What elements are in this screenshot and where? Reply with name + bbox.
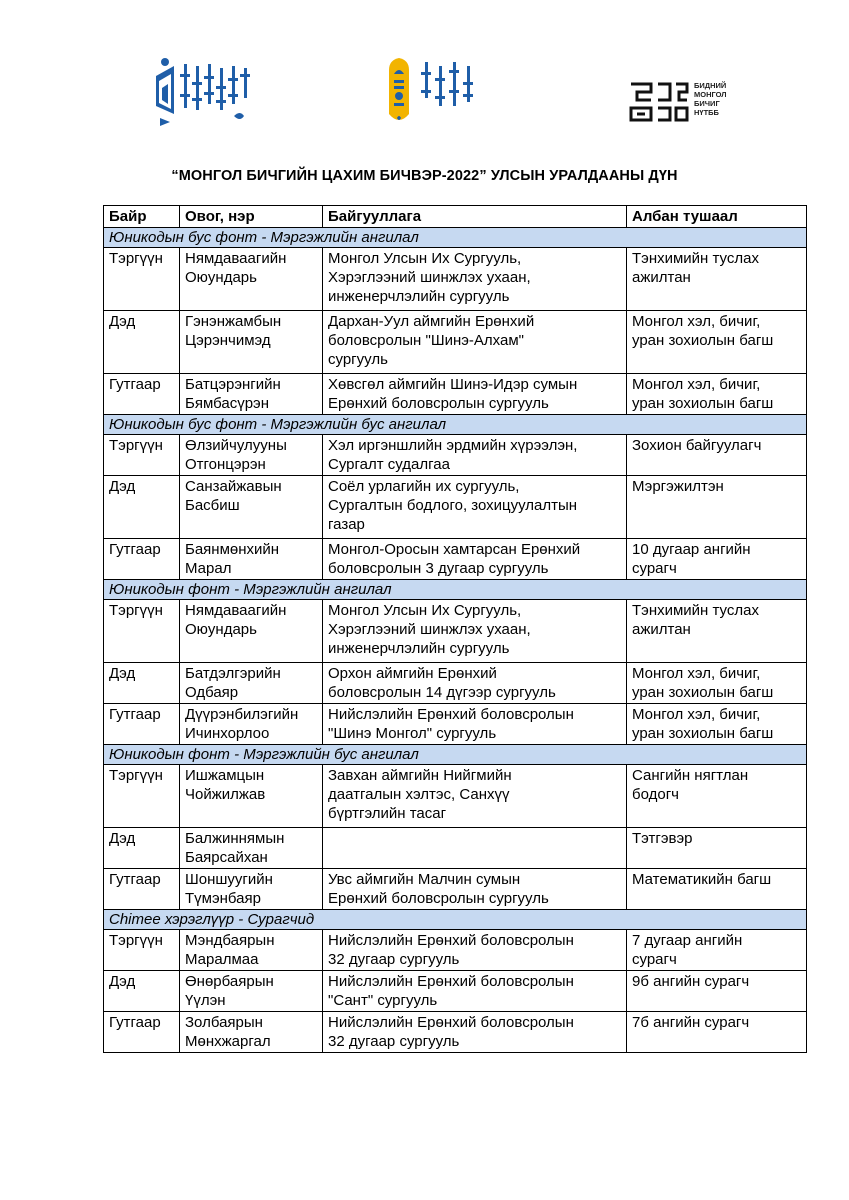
logo-bar: [0, 48, 849, 138]
category-row: [104, 745, 807, 765]
cell-name-line: Өнөрбаярын: [185, 973, 274, 990]
cell-name: [180, 600, 323, 663]
cell-name: [180, 374, 323, 415]
table-row: [104, 539, 807, 580]
cell-position-line: Монгол хэл, бичиг,: [632, 313, 761, 330]
cell-position-line: уран зохиолын багш: [632, 332, 774, 349]
header-name: Овог, нэр: [180, 206, 323, 228]
cell-organization-line: Сургалтын бодлого, зохицуулалтын: [328, 497, 578, 514]
cell-position: [627, 600, 807, 663]
cell-place: Дэд: [104, 828, 180, 869]
cell-position-line: уран зохиолын багш: [632, 684, 774, 701]
page-title: “МОНГОЛ БИЧГИЙН ЦАХИМ БИЧВЭР-2022” УЛСЫН УРАЛДААНЫ ДҮН: [171, 168, 678, 184]
cell-organization: [323, 765, 627, 828]
cell-position-line: 10 дугаар ангийн: [632, 541, 751, 558]
cell-position-line: уран зохиолын багш: [632, 395, 774, 412]
cell-name: [180, 930, 323, 971]
category-label: Юникодын бус фонт - Мэргэжлийн бус ангилал: [104, 415, 807, 435]
cell-name-line: Үүлэн: [185, 992, 226, 1009]
cell-position-line: Сангийн нягтлан: [632, 767, 749, 784]
cell-organization-line: Нийслэлийн Ерөнхий боловсролын: [328, 706, 574, 723]
cell-position: [627, 765, 807, 828]
cell-name-line: Оюундарь: [185, 621, 257, 638]
cell-name-line: Балжиннямын: [185, 830, 285, 847]
cell-position-line: сурагч: [632, 951, 677, 968]
cell-organization-line: даатгалын хэлтэс, Санхүү: [328, 786, 510, 803]
cell-position: [627, 248, 807, 311]
results-table: [103, 205, 807, 1053]
cell-name: [180, 311, 323, 374]
cell-organization-line: боловсролын 3 дугаар сургууль: [328, 560, 549, 577]
cell-position: [627, 930, 807, 971]
cell-name: [180, 765, 323, 828]
cell-place: Гутгаар: [104, 1012, 180, 1053]
cell-place: Тэргүүн: [104, 600, 180, 663]
cell-name-line: Одбаяр: [185, 684, 239, 701]
cell-organization-line: Нийслэлийн Ерөнхий боловсролын: [328, 932, 574, 949]
cell-place: Гутгаар: [104, 704, 180, 745]
cell-name: [180, 663, 323, 704]
cell-position: [627, 374, 807, 415]
category-row: [104, 580, 807, 600]
cell-name: [180, 828, 323, 869]
cell-name: [180, 248, 323, 311]
cell-position: [627, 435, 807, 476]
cell-position-line: 9б ангийн сурагч: [632, 973, 750, 990]
cell-position: [627, 704, 807, 745]
cell-organization: [323, 1012, 627, 1053]
cell-name-line: Золбаярын: [185, 1014, 263, 1031]
cell-place: Тэргүүн: [104, 248, 180, 311]
table-row: [104, 311, 807, 374]
table-row: [104, 869, 807, 910]
cell-position-line: ажилтан: [632, 269, 691, 286]
cell-place: Тэргүүн: [104, 765, 180, 828]
cell-name-line: Чойжилжав: [185, 786, 266, 803]
logo-text: [694, 81, 754, 117]
cell-organization: [323, 930, 627, 971]
cell-name-line: Ичинхорлоо: [185, 725, 270, 742]
category-label: Юникодын бус фонт - Мэргэжлийн ангилал: [104, 228, 807, 248]
cell-place: Дэд: [104, 663, 180, 704]
cell-organization: [323, 374, 627, 415]
logo-text-line: МОНГОЛ: [694, 90, 727, 99]
table-row: [104, 600, 807, 663]
cell-place: Дэд: [104, 476, 180, 539]
cell-name-line: Түмэнбаяр: [185, 890, 261, 907]
cell-position: [627, 971, 807, 1012]
cell-name-line: Маралмаа: [185, 951, 259, 968]
table-row: [104, 435, 807, 476]
cell-position: [627, 869, 807, 910]
cell-organization-line: Сургалт судалгаа: [328, 456, 450, 473]
cell-name-line: Баянмөнхийн: [185, 541, 280, 558]
cell-organization-line: Монгол Улсын Их Сургууль,: [328, 602, 522, 619]
table-row: [104, 248, 807, 311]
results-body: [104, 228, 807, 1053]
cell-organization-line: Ерөнхий боловсролын сургууль: [328, 890, 549, 907]
cell-organization-line: Хөвсгөл аймгийн Шинэ-Идэр сумын: [328, 376, 578, 393]
cell-place: Гутгаар: [104, 374, 180, 415]
cell-position-line: Зохион байгуулагч: [632, 437, 762, 454]
category-label: Chimee хэрэглүүр - Сурагчид: [104, 910, 807, 930]
cell-organization-line: Завхан аймгийн Нийгмийн: [328, 767, 512, 784]
cell-position-line: ажилтан: [632, 621, 691, 638]
cell-organization: [323, 704, 627, 745]
cell-position-line: бодогч: [632, 786, 679, 803]
cell-name-line: Батдэлгэрийн: [185, 665, 281, 682]
cell-name-line: Мэндбаярын: [185, 932, 275, 949]
category-row: [104, 415, 807, 435]
bidnii-mongol-bichig-logo: [628, 80, 768, 126]
cell-position: [627, 663, 807, 704]
header-place: Байр: [104, 206, 180, 228]
cell-name-line: Шоншуугийн: [185, 871, 273, 888]
cell-organization: [323, 869, 627, 910]
cell-name-line: Бямбасүрэн: [185, 395, 269, 412]
cell-organization-line: сургууль: [328, 351, 388, 368]
table-row: [104, 374, 807, 415]
cell-name-line: Марал: [185, 560, 232, 577]
cell-position-line: Тэтгэвэр: [632, 830, 693, 847]
cell-name-line: Батцэрэнгийн: [185, 376, 281, 393]
cell-organization-line: бүртгэлийн тасаг: [328, 805, 447, 822]
cell-organization-line: Хэрэглээний шинжлэх ухаан,: [328, 269, 531, 286]
cell-name-line: Нямдаваагийн: [185, 602, 287, 619]
table-row: [104, 1012, 807, 1053]
cell-organization: [323, 248, 627, 311]
cell-name-line: Гэнэнжамбын: [185, 313, 282, 330]
cell-organization-line: Нийслэлийн Ерөнхий боловсролын: [328, 973, 574, 990]
cell-position: [627, 476, 807, 539]
category-label: Юникодын фонт - Мэргэжлийн бус ангилал: [104, 745, 807, 765]
cell-organization-line: 32 дугаар сургууль: [328, 951, 460, 968]
header-position: Албан тушаал: [627, 206, 807, 228]
cell-name-line: Басбиш: [185, 497, 240, 514]
cell-organization-line: Монгол Улсын Их Сургууль,: [328, 250, 522, 267]
cell-organization: [323, 600, 627, 663]
table-row: [104, 828, 807, 869]
cell-organization: [323, 971, 627, 1012]
cell-position: [627, 1012, 807, 1053]
cell-organization-line: "Сант" сургууль: [328, 992, 438, 1009]
cell-organization-line: Монгол-Оросын хамтарсан Ерөнхий: [328, 541, 581, 558]
cell-name: [180, 1012, 323, 1053]
cell-organization: [323, 476, 627, 539]
cell-organization-line: Нийслэлийн Ерөнхий боловсролын: [328, 1014, 574, 1031]
cell-organization: [323, 311, 627, 374]
cell-name-line: Нямдаваагийн: [185, 250, 287, 267]
cell-organization-line: боловсролын 14 дүгээр сургууль: [328, 684, 556, 701]
cell-organization-line: инженерчлэлийн сургууль: [328, 640, 510, 657]
cell-organization-line: 32 дугаар сургууль: [328, 1033, 460, 1050]
cell-name-line: Цэрэнчимэд: [185, 332, 271, 349]
cell-position-line: Монгол хэл, бичиг,: [632, 665, 761, 682]
cell-position-line: сурагч: [632, 560, 677, 577]
cell-organization: [323, 435, 627, 476]
soyombo-emblem-icon: [385, 56, 495, 130]
table-row: [104, 930, 807, 971]
cell-position-line: Математикийн багш: [632, 871, 772, 888]
cell-place: Гутгаар: [104, 539, 180, 580]
cell-name: [180, 971, 323, 1012]
cell-place: Дэд: [104, 971, 180, 1012]
cell-organization-line: Ерөнхий боловсролын сургууль: [328, 395, 549, 412]
cell-name: [180, 539, 323, 580]
cell-name-line: Дүүрэнбилэгийн: [185, 706, 299, 723]
cell-name-line: Оюундарь: [185, 269, 257, 286]
cell-name-line: Отгонцэрэн: [185, 456, 266, 473]
logo-text-line: БИЧИГ: [694, 99, 720, 108]
cell-place: Тэргүүн: [104, 930, 180, 971]
cell-position-line: Монгол хэл, бичиг,: [632, 706, 761, 723]
cell-name: [180, 476, 323, 539]
table-row: [104, 765, 807, 828]
cell-organization: [323, 663, 627, 704]
header-organization: Байгууллага: [323, 206, 627, 228]
cell-organization: [323, 539, 627, 580]
cell-place: Гутгаар: [104, 869, 180, 910]
table-row: [104, 663, 807, 704]
category-label: Юникодын фонт - Мэргэжлийн ангилал: [104, 580, 807, 600]
cell-name-line: Мөнхжаргал: [185, 1033, 271, 1050]
cell-organization-line: "Шинэ Монгол" сургууль: [328, 725, 497, 742]
cell-position: [627, 311, 807, 374]
cell-organization: [323, 828, 627, 869]
cell-organization-line: инженерчлэлийн сургууль: [328, 288, 510, 305]
cell-name: [180, 869, 323, 910]
table-header-row: [104, 206, 807, 228]
cell-organization-line: Орхон аймгийн Ерөнхий: [328, 665, 497, 682]
table-row: [104, 476, 807, 539]
cell-place: Дэд: [104, 311, 180, 374]
cell-position-line: Мэргэжилтэн: [632, 478, 724, 495]
cell-name-line: Санзайжавын: [185, 478, 282, 495]
logo-text-line: БИДНИЙ: [694, 81, 727, 90]
cell-position-line: 7б ангийн сурагч: [632, 1014, 750, 1031]
cell-position-line: 7 дугаар ангийн: [632, 932, 743, 949]
table-row: [104, 971, 807, 1012]
cell-organization-line: Хэл иргэншлийн эрдмийн хүрээлэн,: [328, 437, 578, 454]
mongolian-script-emblem-icon: [150, 54, 270, 134]
cell-position-line: Тэнхимийн туслах: [632, 250, 759, 267]
cell-position-line: Тэнхимийн туслах: [632, 602, 759, 619]
cell-organization-line: Увс аймгийн Малчин сумын: [328, 871, 521, 888]
table-row: [104, 704, 807, 745]
cell-organization-line: Соёл урлагийн их сургууль,: [328, 478, 520, 495]
cell-name: [180, 435, 323, 476]
cell-organization-line: боловсролын "Шинэ-Алхам": [328, 332, 524, 349]
category-row: [104, 228, 807, 248]
cell-position-line: Монгол хэл, бичиг,: [632, 376, 761, 393]
cell-place: Тэргүүн: [104, 435, 180, 476]
category-row: [104, 910, 807, 930]
square-script-pattern-icon: [628, 80, 690, 124]
logo-text-line: НҮТББ: [694, 108, 719, 117]
cell-organization-line: Хэрэглээний шинжлэх ухаан,: [328, 621, 531, 638]
cell-position-line: уран зохиолын багш: [632, 725, 774, 742]
cell-position: [627, 539, 807, 580]
cell-name-line: Ишжамцын: [185, 767, 265, 784]
cell-name-line: Баярсайхан: [185, 849, 268, 866]
cell-organization-line: газар: [328, 516, 365, 533]
cell-name-line: Өлзийчулууны: [185, 437, 287, 454]
cell-organization-line: Дархан-Уул аймгийн Ерөнхий: [328, 313, 535, 330]
cell-position: [627, 828, 807, 869]
cell-name: [180, 704, 323, 745]
